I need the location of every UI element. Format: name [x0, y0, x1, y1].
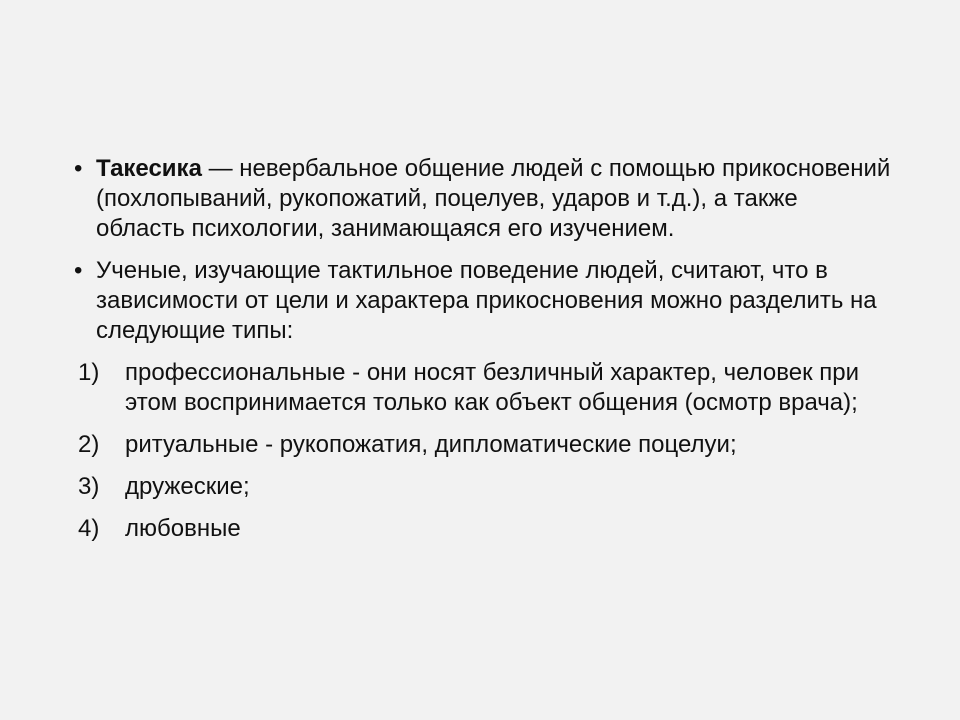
number-marker: 2)	[78, 431, 100, 458]
numbered-item-love	[72, 514, 892, 544]
bullet-text: Ученые, изучающие тактильное поведение людей, считают, что в зависимости от цели и характера прикосновения можно разделить на следующие типы:	[96, 257, 877, 344]
definition-text: — невербальное общение людей с помощью прикосновений (похлопываний, рукопожатий, поцелуев, ударов и т.д.), а также область психологии, занимающаяся его изучением.	[96, 155, 891, 242]
numbered-text: ритуальные - рукопожатия, дипломатические поцелуи;	[125, 431, 737, 458]
bullet-item-takesika	[72, 154, 892, 244]
number-marker: 1)	[78, 359, 100, 386]
bullet-marker: •	[74, 155, 83, 182]
numbered-text: профессиональные - они носят безличный характер, человек при этом воспринимается только как объект общения (осмотр врача);	[125, 359, 860, 416]
slide-body	[72, 154, 892, 556]
bullet-item-scientists	[72, 256, 892, 346]
bullet-marker: •	[74, 257, 83, 284]
number-marker: 3)	[78, 473, 100, 500]
numbered-item-friendly	[72, 472, 892, 502]
number-marker: 4)	[78, 515, 100, 542]
numbered-item-professional	[72, 358, 892, 418]
numbered-text: любовные	[125, 515, 241, 542]
term-takesika: Такесика	[96, 155, 202, 182]
numbered-text: дружеские;	[125, 473, 250, 500]
numbered-item-ritual	[72, 430, 892, 460]
